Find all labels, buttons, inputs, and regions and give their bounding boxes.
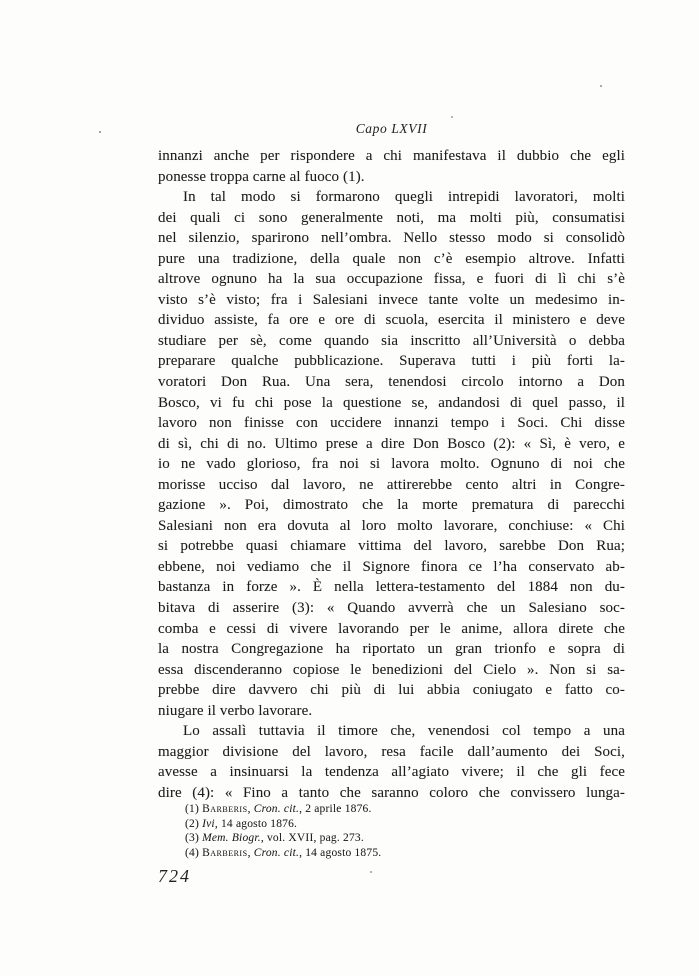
footnote-segment: (1) xyxy=(185,803,203,815)
footnote-segment: , xyxy=(247,803,254,815)
footnote-segment: Ivi xyxy=(202,817,215,830)
footnote-line xyxy=(158,802,625,817)
text-block xyxy=(158,146,625,804)
text-line: io ne vado glorioso, fra noi si lavora molto. Ognuno di noi che xyxy=(158,456,625,473)
text-line: bitava di asserire (3): « Quando avverrà che un Salesiano soc- xyxy=(158,600,625,617)
footnote-segment: Barberis xyxy=(202,803,248,815)
footnote-segment: (3) xyxy=(185,832,203,844)
text-line: prebbe dire davvero chi più di lui abbia coniugato e fatto co- xyxy=(158,682,625,699)
footnote-segment: , xyxy=(247,846,254,859)
text-line: dividuo assiste, fa ore e ore di scuola, esercita il ministero e deve xyxy=(158,312,625,329)
scan-speck-2 xyxy=(99,131,101,133)
footnote-segment: (4) xyxy=(185,846,203,859)
scan-speck-1 xyxy=(600,85,602,87)
text-line: Bosco, vi fu chi pose la questione se, andandosi di quel passo, il xyxy=(158,394,625,411)
footnote-segment: (2) xyxy=(185,817,203,830)
text-line: Lo assalì tuttavia il timore che, venendosi col tempo a una xyxy=(183,723,625,740)
paragraph xyxy=(158,146,625,187)
text-line: studiare per sè, come quando sia inscritto all’Università o debba xyxy=(158,332,625,349)
text-line: comba e cessi di vivere lavorando per le anime, allora direte che xyxy=(158,620,625,637)
text-line: nel silenzio, sparirono nell’ombra. Nello stesso modo si consolidò xyxy=(158,230,625,247)
scan-speck-4 xyxy=(370,871,372,873)
text-line: gazione ». Poi, dimostrato che la morte prematura di parecchi xyxy=(158,497,625,514)
footnotes xyxy=(158,802,625,860)
text-line: In tal modo si formarono quegli intrepidi lavoratori, molti xyxy=(183,189,625,206)
text-line: bastanza in forze ». È nella lettera-testamento del 1884 non du- xyxy=(158,579,625,596)
text-line: la nostra Congregazione ha riportato un gran trionfo e sopra di xyxy=(158,641,625,658)
text-line: visto s’è visto; fra i Salesiani invece tante volte un medesimo in- xyxy=(158,291,625,308)
text-line: ponesse troppa carne al fuoco (1). xyxy=(158,168,365,185)
text-line: ebbene, noi vediamo che il Signore finora ce l’ha conservato ab- xyxy=(158,558,625,575)
text-line: preparare qualche pubblicazione. Superava tutti i più forti la- xyxy=(158,353,625,370)
text-line: avesse a insinuarsi la tendenza all’agiato vivere; il che gli fece xyxy=(158,764,625,781)
text-line: di sì, chi di no. Ultimo prese a dire Don Bosco (2): « Sì, è vero, e xyxy=(158,435,625,452)
page-number: 724 xyxy=(158,866,191,886)
text-line: maggior divisione del lavoro, resa facile dall’aumento dei Soci, xyxy=(158,743,625,760)
text-line: si potrebbe quasi chiamare vittima del lavoro, sarebbe Don Rua; xyxy=(158,538,625,555)
text-line: voratori Don Rua. Una sera, tenendosi circolo intorno a Don xyxy=(158,374,625,391)
text-line: dire (4): « Fino a tanto che saranno coloro che convissero lunga- xyxy=(158,784,625,801)
text-line: morisse ucciso dal lavoro, ne attirerebbe cento altri in Congre- xyxy=(158,476,625,493)
text-line: lavoro non finisse con uccidere innanzi tempo i Soci. Chi disse xyxy=(158,415,625,432)
paragraph xyxy=(158,721,625,803)
running-head: Capo LXVII xyxy=(355,121,428,136)
footnote-segment: Barberis xyxy=(202,846,248,859)
footnote-line xyxy=(158,817,625,832)
footnote-segment: Cron. cit. xyxy=(253,846,300,859)
footnote-segment: Cron. cit. xyxy=(253,803,300,815)
text-line: niugare il verbo lavorare. xyxy=(158,702,313,719)
footnote-line xyxy=(158,846,625,861)
text-line: innanzi anche per rispondere a chi manifestava il dubbio che egli xyxy=(158,148,625,164)
paragraph xyxy=(158,187,625,721)
text-line: pure una tradizione, della quale non c’è esempio altrove. Infatti xyxy=(158,250,625,267)
footnote-segment: , 14 agosto 1875. xyxy=(299,846,382,859)
text-line: Salesiani non era dovuta al loro molto lavorare, conchiuse: « Chi xyxy=(158,517,625,534)
footnote-segment: Mem. Biogr. xyxy=(202,832,261,844)
scan-speck-3 xyxy=(451,116,453,118)
footnote-segment: , 2 aprile 1876. xyxy=(299,803,372,815)
footnote-segment: , vol. XVII, pag. 273. xyxy=(260,832,364,844)
text-line: dei quali ci sono generalmente noti, ma molti più, consumatisi xyxy=(158,209,625,226)
footnote-line xyxy=(158,831,625,846)
text-line: essa discenderanno copiose le benedizioni del Cielo ». Non si sa- xyxy=(158,661,625,678)
footnote-segment: , 14 agosto 1876. xyxy=(214,817,298,830)
text-line: altrove ognuno ha la sua occupazione fissa, e fuori di lì chi s’è xyxy=(158,271,625,288)
